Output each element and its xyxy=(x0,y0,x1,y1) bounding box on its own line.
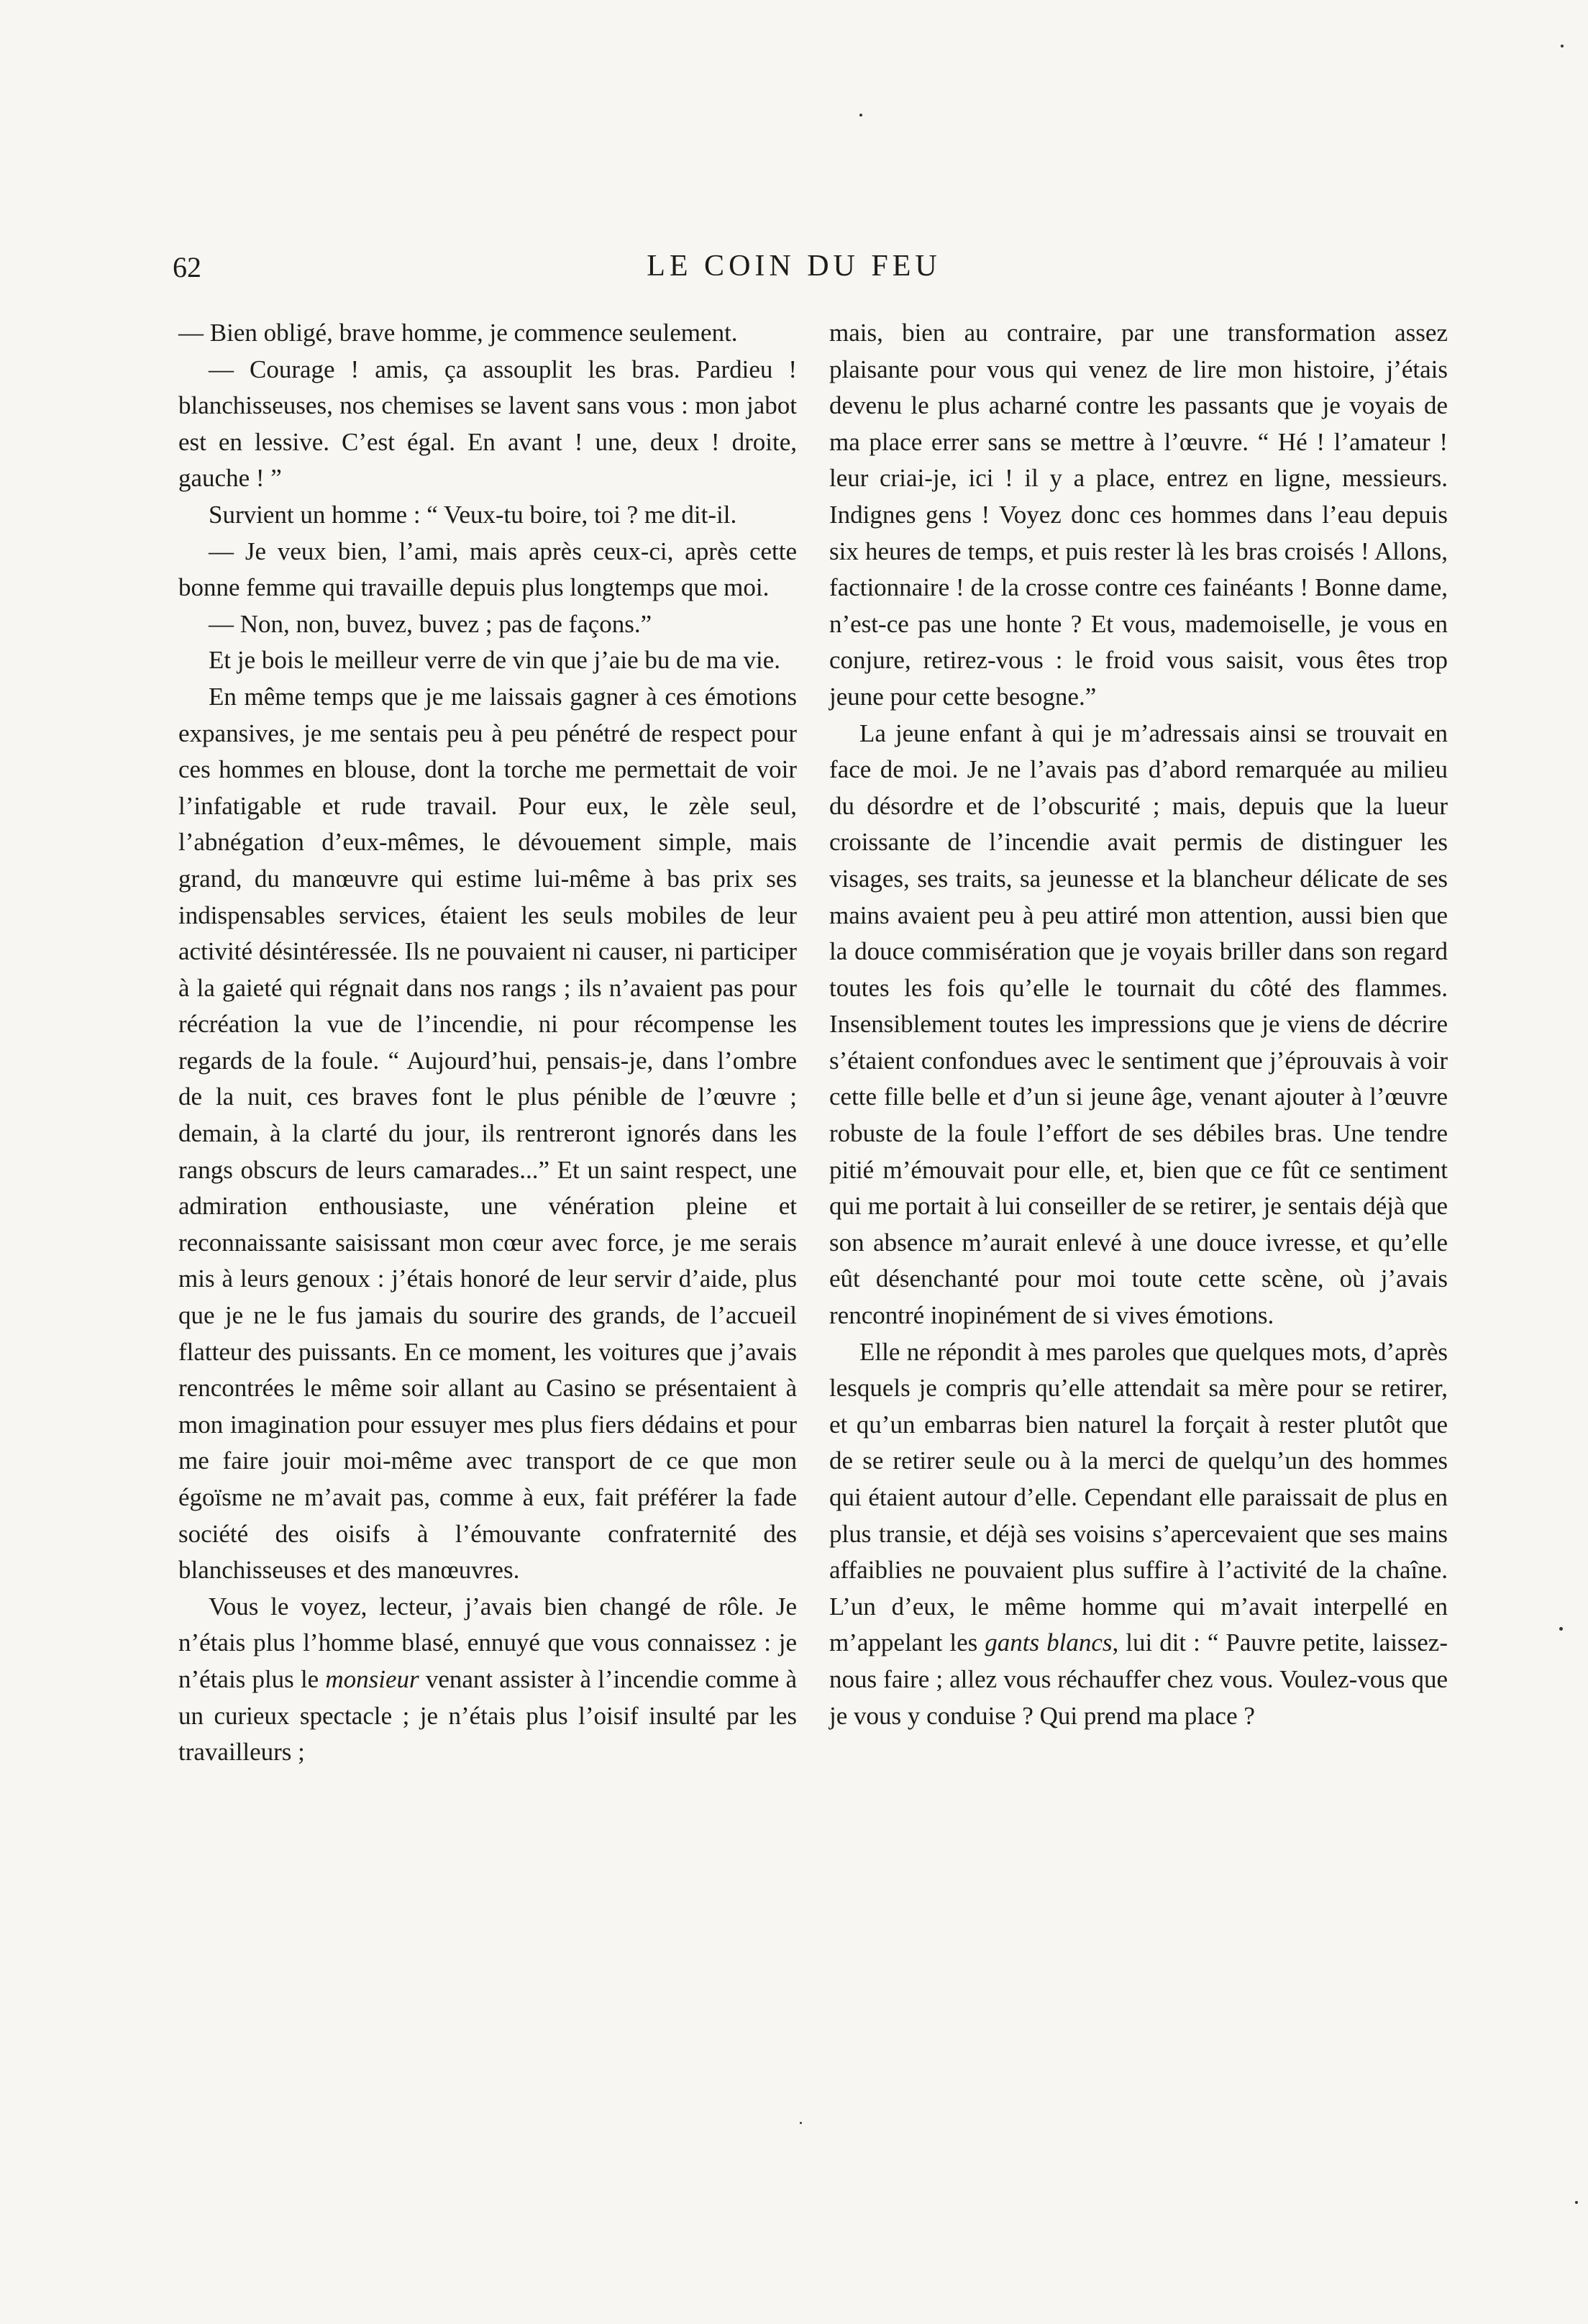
scan-speck xyxy=(1559,1627,1563,1631)
paragraph: — Courage ! amis, ça assouplit les bras. Pardieu ! blanchisseuses, nos chemises se lavent sans vous : mon jabot est en lessive. C’est égal. En avant ! une, deux ! droite, gauche ! ” xyxy=(178,355,797,493)
text-run: , lui dit : “ Pauvre petite, laissez-nous faire ; allez vous réchauffer chez vous. Voulez-vous que je vous y conduise ? Qui prend ma place ? xyxy=(829,1628,1448,1730)
text-run: Vous le voyez, lecteur, j’avais bien changé de rôle. Je n’étais plus l’homme blasé, ennuyé que vous connaissez : je n’étais plus le xyxy=(178,1592,797,1693)
paragraph: — Je veux bien, l’ami, mais après ceux-ci, après cette bonne femme qui travaille depuis plus longtemps que moi. xyxy=(178,537,797,602)
paragraph xyxy=(829,1334,1448,1735)
paragraph: Et je bois le meilleur verre de vin que j’aie bu de ma vie. xyxy=(209,646,780,675)
right-column xyxy=(829,315,1448,1734)
paragraph: Survient un homme : “ Veux-tu boire, toi ? me dit-il. xyxy=(209,500,737,529)
scan-speck xyxy=(1575,2201,1578,2204)
scan-speck xyxy=(800,2122,802,2124)
paragraph: En même temps que je me laissais gagner à ces émotions expansives, je me sentais peu à peu pénétré de respect pour ces hommes en blouse, dont la torche me permettait de voir l’infatigable et rude travail. Pour eux, le zèle seul, l’abnégation d’eux-mêmes, le dévouement simple, mais grand, du manœuvre qui estime lui-même à bas prix ses indispensables services, étaient les seuls mobiles de leur activité désintéressée. Ils ne pouvaient ni causer, ni participer à la gaieté qui régnait dans nos rangs ; ils n’avaient pas pour récréation la vue de l’incendie, ni pour récompense les regards de la foule. “ Aujourd’hui, pensais-je, dans l’ombre de la nuit, ces braves font le plus pénible de l’œuvre ; demain, à la clarté du jour, ils rentreront ignorés dans les rangs obscurs de leurs camarades...” Et un saint respect, une admiration enthousiaste, une vénération pleine et reconnaissante saisissant mon cœur avec force, je me serais mis à leurs genoux : j’étais honoré de leur servir d’aide, plus que je ne le fus jamais du sourire des grands, de l’accueil flatteur des puissants. En ce moment, les voitures que j’avais rencontrées le même soir allant au Casino se présentaient à mon imagination pour essuyer mes plus fiers dédains et pour me faire jouir moi-même avec transport de ce que mon égoïsme ne m’avait pas, comme à eux, fait préférer la fade société des oisifs à l’émouvante confraternité des blanchisseuses et des manœuvres. xyxy=(178,682,797,1585)
paragraph: La jeune enfant à qui je m’adressais ainsi se trouvait en face de moi. Je ne l’avais pas d’abord remarquée au milieu du désordre et de l’obscurité ; mais, depuis que la lueur croissante de l’incendie avait permis de distinguer les visages, ses traits, sa jeunesse et la blancheur délicate de ses mains avaient peu à peu attiré mon attention, aussi bien que la douce commisération que je voyais briller dans son regard toutes les fois qu’elle le tournait du côté des flammes. Insensiblement toutes les impressions que je viens de décrire s’étaient confondues avec le sentiment que j’éprouvais à voir cette fille belle et d’un si jeune âge, venant ajouter à l’œuvre robuste de la foule l’effort de ses débiles bras. Une tendre pitié m’émouvait pour elle, et, bien que ce fût ce sentiment qui me portait à lui conseiller de se retirer, je sentais déjà que son absence m’aurait enlevé à une douce ivresse, et qu’elle eût désenchanté pour moi toute cette scène, où j’avais rencontré inopinément de si vives émotions. xyxy=(829,719,1448,1330)
paragraph: — Bien obligé, brave homme, je commence seulement. xyxy=(178,319,738,347)
italic-phrase: gants blancs xyxy=(985,1628,1113,1657)
left-column xyxy=(178,315,797,1771)
italic-phrase: monsieur xyxy=(325,1664,419,1693)
running-title: LE COIN DU FEU xyxy=(647,250,941,283)
paragraph: — Non, non, buvez, buvez ; pas de façons.” xyxy=(209,609,652,638)
page-number: 62 xyxy=(173,251,201,283)
scan-speck xyxy=(1561,45,1564,47)
paragraph: mais, bien au contraire, par une transformation assez plaisante pour vous qui venez de lire mon histoire, j’étais devenu le plus acharné contre les passants que je voyais de ma place errer sans se mettre à l’œuvre. “ Hé ! l’amateur ! leur criai-je, ici ! il y a place, entrez en ligne, messieurs. Indignes gens ! Voyez donc ces hommes dans l’eau depuis six heures de temps, et puis rester là les bras croisés ! Allons, factionnaire ! de la crosse contre ces fainéants ! Bonne dame, n’est-ce pas une honte ? Et vous, mademoiselle, je vous en conjure, retirez-vous : le froid vous saisit, vous êtes trop jeune pour cette besogne.” xyxy=(829,319,1448,711)
text-run: venant assister à l’incendie comme à un curieux spectacle ; je n’étais plus l’oisif insulté par les travailleurs ; xyxy=(178,1664,797,1767)
text-run: Elle ne répondit à mes paroles que quelques mots, d’après lesquels je compris qu’elle attendait sa mère pour se retirer, et qu’un embarras bien naturel la forçait à rester plutôt que de se retirer seule ou à la merci de quelqu’un des hommes qui étaient autour d’elle. Cependant elle paraissait de plus en plus transie, et déjà ses voisins s’apercevaient que ses mains affaiblies ne pouvaient plus suffire à l’activité de la chaîne. L’un d’eux, le même homme qui m’avait interpellé en m’appelant les xyxy=(829,1337,1448,1657)
scan-speck xyxy=(859,114,862,117)
paragraph xyxy=(178,1589,797,1771)
